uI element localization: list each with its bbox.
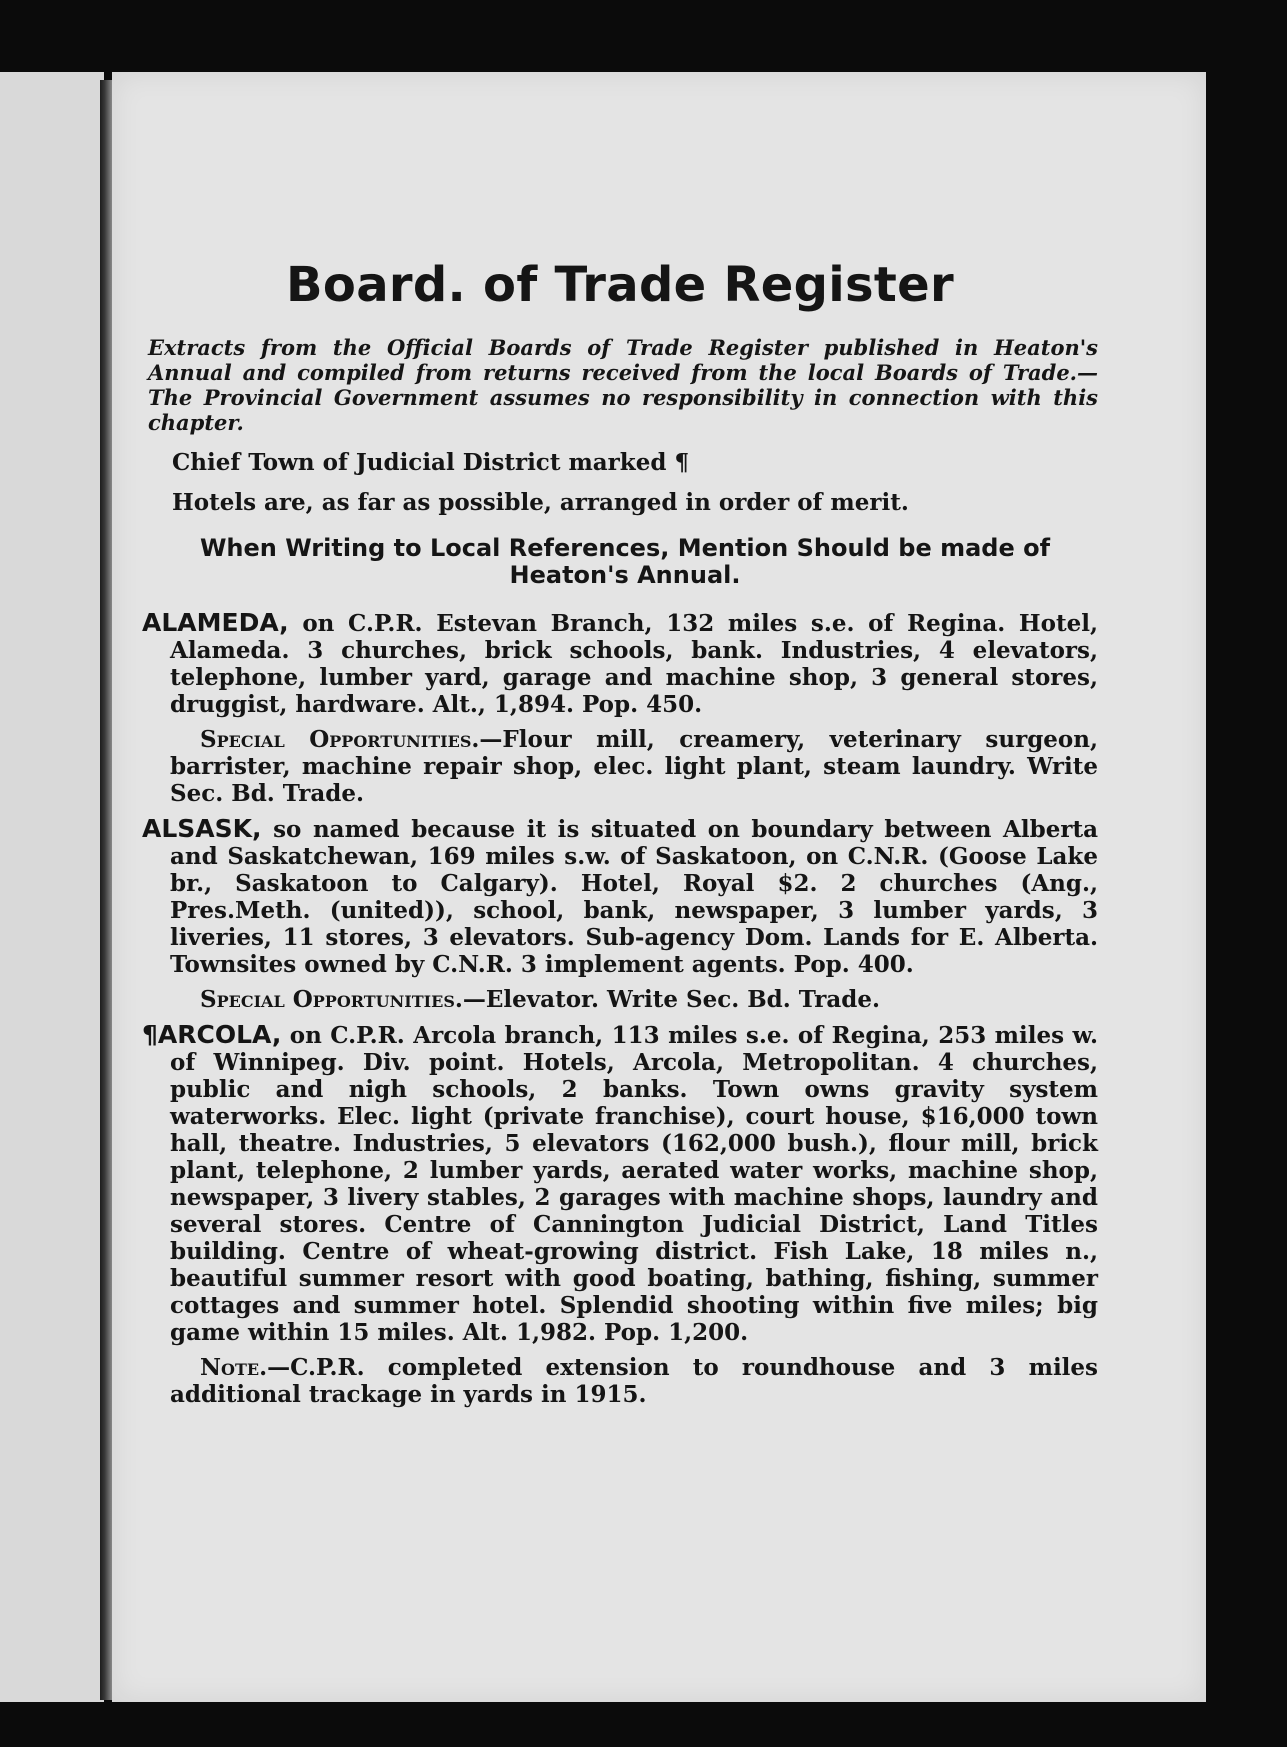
entry-alsask-opportunities: [142, 986, 1098, 1013]
entry-text: on C.P.R. Estevan Branch, 132 miles s.e. of Regina. Hotel, Alameda. 3 churches, brick schools, bank. Industries, 4 elevators, telephone, lumber yard, garage and machine shop, 3 general stores, druggist, hardware. Alt., 1,894. Pop. 450.: [170, 610, 1098, 719]
entry-alameda-opportunities: [142, 726, 1098, 807]
chief-town-note: Chief Town of Judicial District marked ¶: [172, 449, 690, 477]
sub-label: Special Opportunities.: [200, 726, 480, 754]
page-title: Board. of Trade Register: [286, 257, 954, 313]
sub-text: —Elevator. Write Sec. Bd. Trade.: [462, 986, 880, 1014]
sub-label: Special Opportunities.: [200, 986, 463, 1014]
entry-town-name: ALAMEDA,: [142, 608, 289, 638]
entry-alameda: [142, 609, 1098, 718]
mention-notice: When Writing to Local References, Mention Should be made of Heaton's Annual.: [199, 534, 1051, 590]
entry-arcola: [142, 1021, 1098, 1346]
hotels-note: Hotels are, as far as possible, arranged in order of merit.: [172, 489, 909, 517]
entry-text: on C.P.R. Arcola branch, 113 miles s.e. of Regina, 253 miles w. of Winnipeg. Div. point. Hotels, Arcola, Metropolitan. 4 churches, public and nigh schools, 2 banks. Town owns gravity system waterworks. Elec. light (private franchise), court house, $16,000 town hall, theatre. Industries, 5 elevators (162,000 bush.), flour mill, brick plant, telephone, 2 lumber yards, aerated water works, machine shop, newspaper, 3 livery stables, 2 garages with machine shops, laundry and several stores. Centre of Cannington Judicial District, Land Titles building. Centre of wheat-growing district. Fish Lake, 18 miles n., beautiful summer resort with good boating, bathing, fishing, summer cottages and summer hotel. Splendid shooting within five miles; big game within 15 miles. Alt. 1,982. Pop. 1,200.: [170, 1022, 1098, 1347]
intro-paragraph: Extracts from the Official Boards of Trade Register published in Heaton's Annual and compiled from returns received from the local Boards of Trade.—The Provincial Government assumes no responsibility in connection with this chapter.: [148, 335, 1098, 436]
entry-arcola-note: [142, 1354, 1098, 1408]
sub-text: —Flour mill, creamery, veterinary surgeon, barrister, machine repair shop, elec. light plant, steam laundry. Write Sec. Bd. Trade.: [170, 726, 1098, 808]
entry-town-name: ¶ARCOLA,: [142, 1020, 282, 1050]
entry-alsask: [142, 815, 1098, 978]
sub-text: —C.P.R. completed extension to roundhouse and 3 miles additional trackage in yards in 1915.: [170, 1354, 1098, 1409]
facing-page-edge: [0, 72, 104, 1702]
entry-town-name: ALSASK,: [142, 814, 262, 844]
book-binding: [100, 80, 112, 1700]
page-content: [142, 190, 1098, 1416]
entry-text: so named because it is situated on boundary between Alberta and Saskatchewan, 169 miles s.w. of Saskatoon, on C.N.R. (Goose Lake br., Saskatoon to Calgary). Hotel, Royal $2. 2 churches (Ang., Pres.Meth. (united)), school, bank, newspaper, 3 lumber yards, 3 liveries, 11 stores, 3 elevators. Sub-agency Dom. Lands for E. Alberta. Townsites owned by C.N.R. 3 implement agents. Pop. 400.: [170, 816, 1098, 979]
sub-label: Note.: [200, 1354, 268, 1382]
